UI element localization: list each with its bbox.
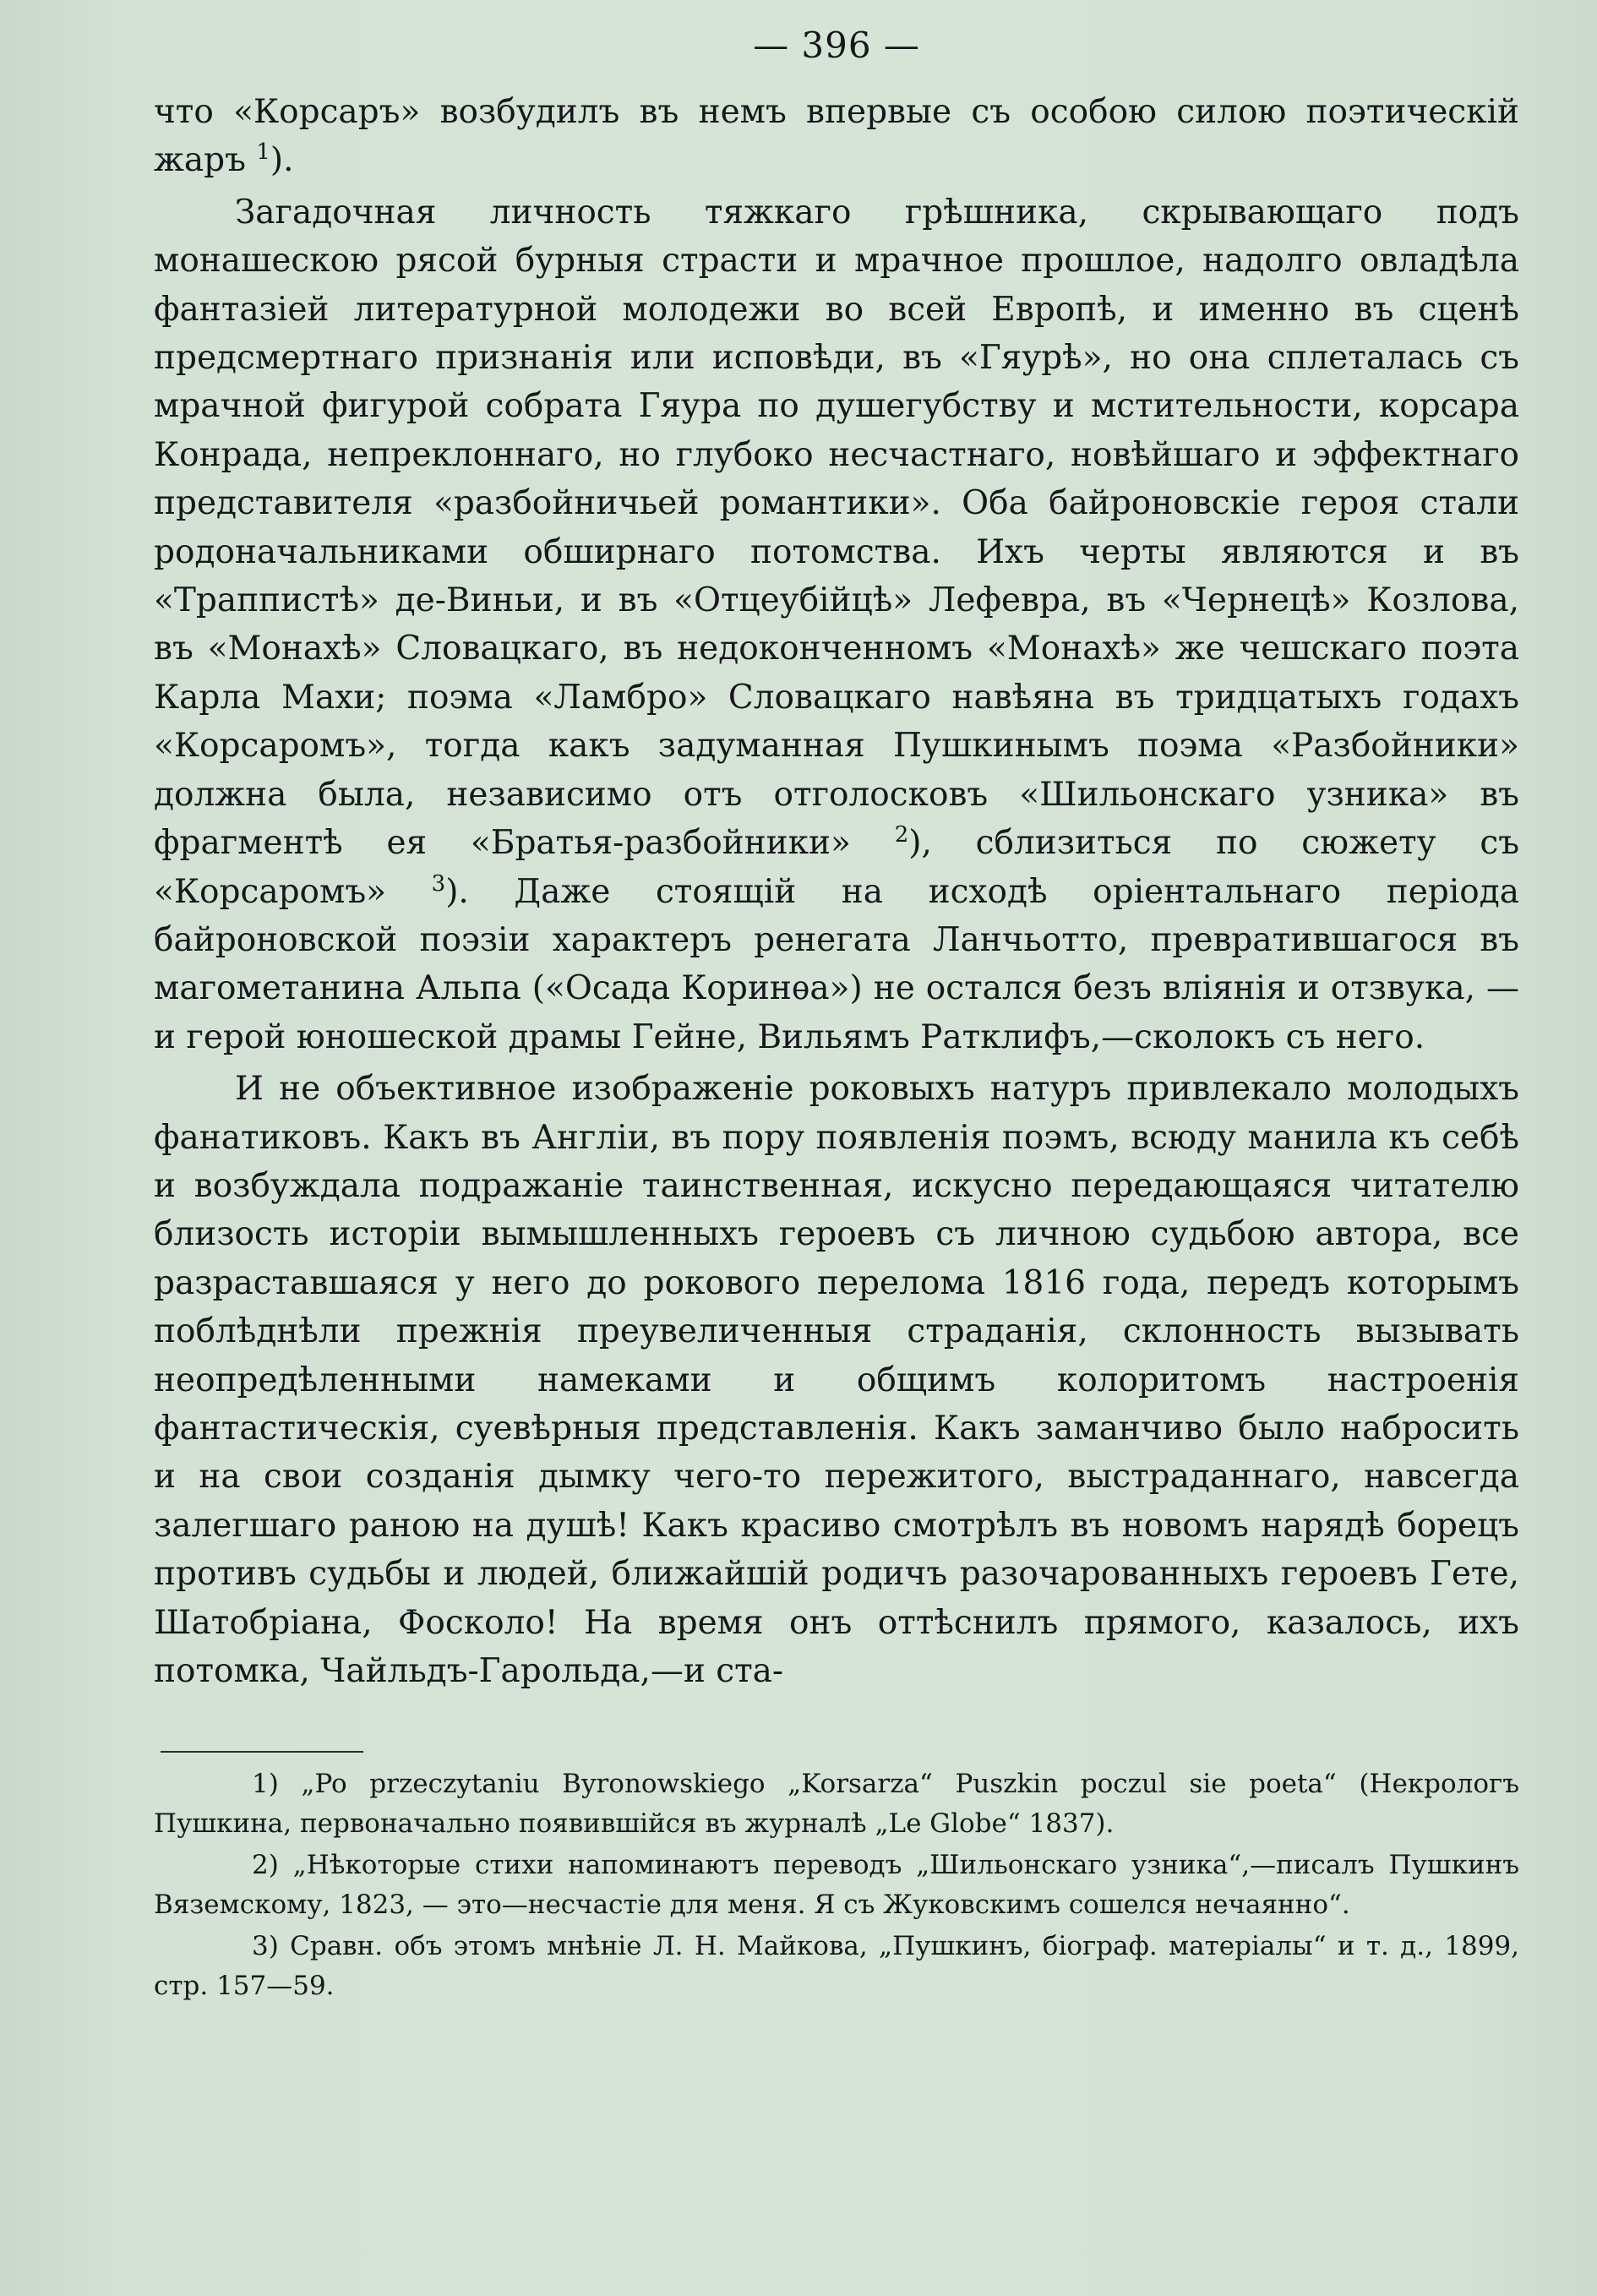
footnote-2-text: „Нѣкоторые стихи напоминаютъ переводъ „Шильонскаго узника“,—писалъ Пушкинъ Вяземскому, 1823, — это—несчастіе для меня. Я съ Жуковскимъ сошелся нечаянно“. (154, 1850, 1519, 1921)
footnote-1 (154, 1764, 1519, 1844)
paragraph-1-tail: ). (270, 141, 294, 180)
footnote-3-marker: 3) (252, 1931, 279, 1962)
page-number: — 396 — (753, 25, 920, 66)
paragraph-3: И не объективное изображеніе роковыхъ натуръ привлекало молодыхъ фанатиковъ. Какъ въ Англіи, въ пору появленія поэмъ, всюду манила къ себѣ и возбуждала подражаніе таинственная, искусно передающаяся читателю близость исторіи вымышленныхъ героевъ съ личною судьбою автора, все разраставшаяся у него до рокового перелома 1816 года, передъ которымъ поблѣднѣли прежнія преувеличенныя страданія, склонность вызывать неопредѣленными намеками и общимъ колоритомъ настроенія фантастическія, суевѣрныя представленія. Какъ заманчиво было набросить и на свои созданія дымку чего-то пережитого, выстраданнаго, навсегда залегшаго раною на душѣ! Какъ красиво смотрѣлъ въ новомъ нарядѣ борецъ противъ судьбы и людей, ближайшій родичъ разочарованныхъ героевъ Гете, Шатобріана, Фосколо! На время онъ оттѣснилъ прямого, казалось, ихъ потомка, Чайльдъ-Гарольда,—и ста- (154, 1070, 1519, 1690)
paragraph-2 (154, 188, 1519, 1061)
footnote-2-marker: 2) (252, 1850, 279, 1881)
paragraph-2-part-3: ). Даже стоящій на исходѣ оріентальнаго періода байроновской поэзіи характеръ ренегата Ланчьотто, превратившагося въ магометанина Альпа («Осада Коринѳа») не остался безъ вліянія и отзвука, — и герой юношеской драмы Гейне, Вильямъ Ратклифъ,—сколокъ съ него. (154, 872, 1519, 1056)
paragraph-1-text: что «Корсаръ» возбудилъ въ немъ впервые съ особою силою поэтическій жаръ (154, 93, 1519, 180)
main-text (154, 88, 1519, 1695)
footnote-2 (154, 1846, 1519, 1925)
footnote-3-text: Сравн. объ этомъ мнѣніе Л. Н. Майкова, „Пушкинъ, біограф. матеріалы“ и т. д., 1899, стр. 157—59. (154, 1931, 1519, 2002)
paragraph-2-part-1: Загадочная личность тяжкаго грѣшника, скрывающаго подъ монашескою рясой бурныя страсти и мрачное прошлое, надолго овладѣла фантазіей литературной молодежи во всей Европѣ, и именно въ сценѣ предсмертнаго признанія или исповѣди, въ «Гяурѣ», но она сплеталась съ мрачной фигурой собрата Гяура по душегубству и мстительности, корсара Конрада, непреклоннаго, но глубоко несчастнаго, новѣйшаго и эффектнаго представителя «разбойничьей романтики». Оба байроновскіе героя стали родоначальниками обширнаго потомства. Ихъ черты являются и въ «Траппистѣ» де-Виньи, и въ «Отцеубійцѣ» Лефевра, въ «Чернецѣ» Козлова, въ «Монахѣ» Словацкаго, въ недоконченномъ «Монахѣ» же чешскаго поэта Карла Махи; поэма «Ламбро» Словацкаго навѣяна въ тридцатыхъ годахъ «Корсаромъ», тогда какъ задуманная Пушкинымъ поэма «Разбойники» должна была, независимо отъ отголосковъ «Шильонскаго узника» въ фрагментѣ ея «Братья-разбойники» (154, 193, 1519, 863)
footnote-1-marker: 1) (252, 1769, 279, 1800)
paragraph-2-part-2: , сблизиться по сюжету съ «Корсаромъ» (154, 824, 1520, 911)
footnote-ref-1: 1 (256, 139, 270, 166)
footnotes (154, 1764, 1519, 2006)
footnote-divider (161, 1751, 363, 1753)
footnote-3 (154, 1927, 1519, 2006)
footnote-ref-3: 3 (431, 870, 446, 897)
paragraph-1 (154, 88, 1519, 185)
footnote-1-text: „Po przeczytaniu Byronowskiego „Korsarza“ Puszkin poczul sie poeta“ (Некрологъ Пушкина, первоначально появившійся въ журналѣ „Le Globe“ 1837). (154, 1769, 1519, 1840)
footnote-ref-2: 2 (894, 822, 909, 848)
footnote-ref-2-tail: ) (908, 824, 922, 863)
